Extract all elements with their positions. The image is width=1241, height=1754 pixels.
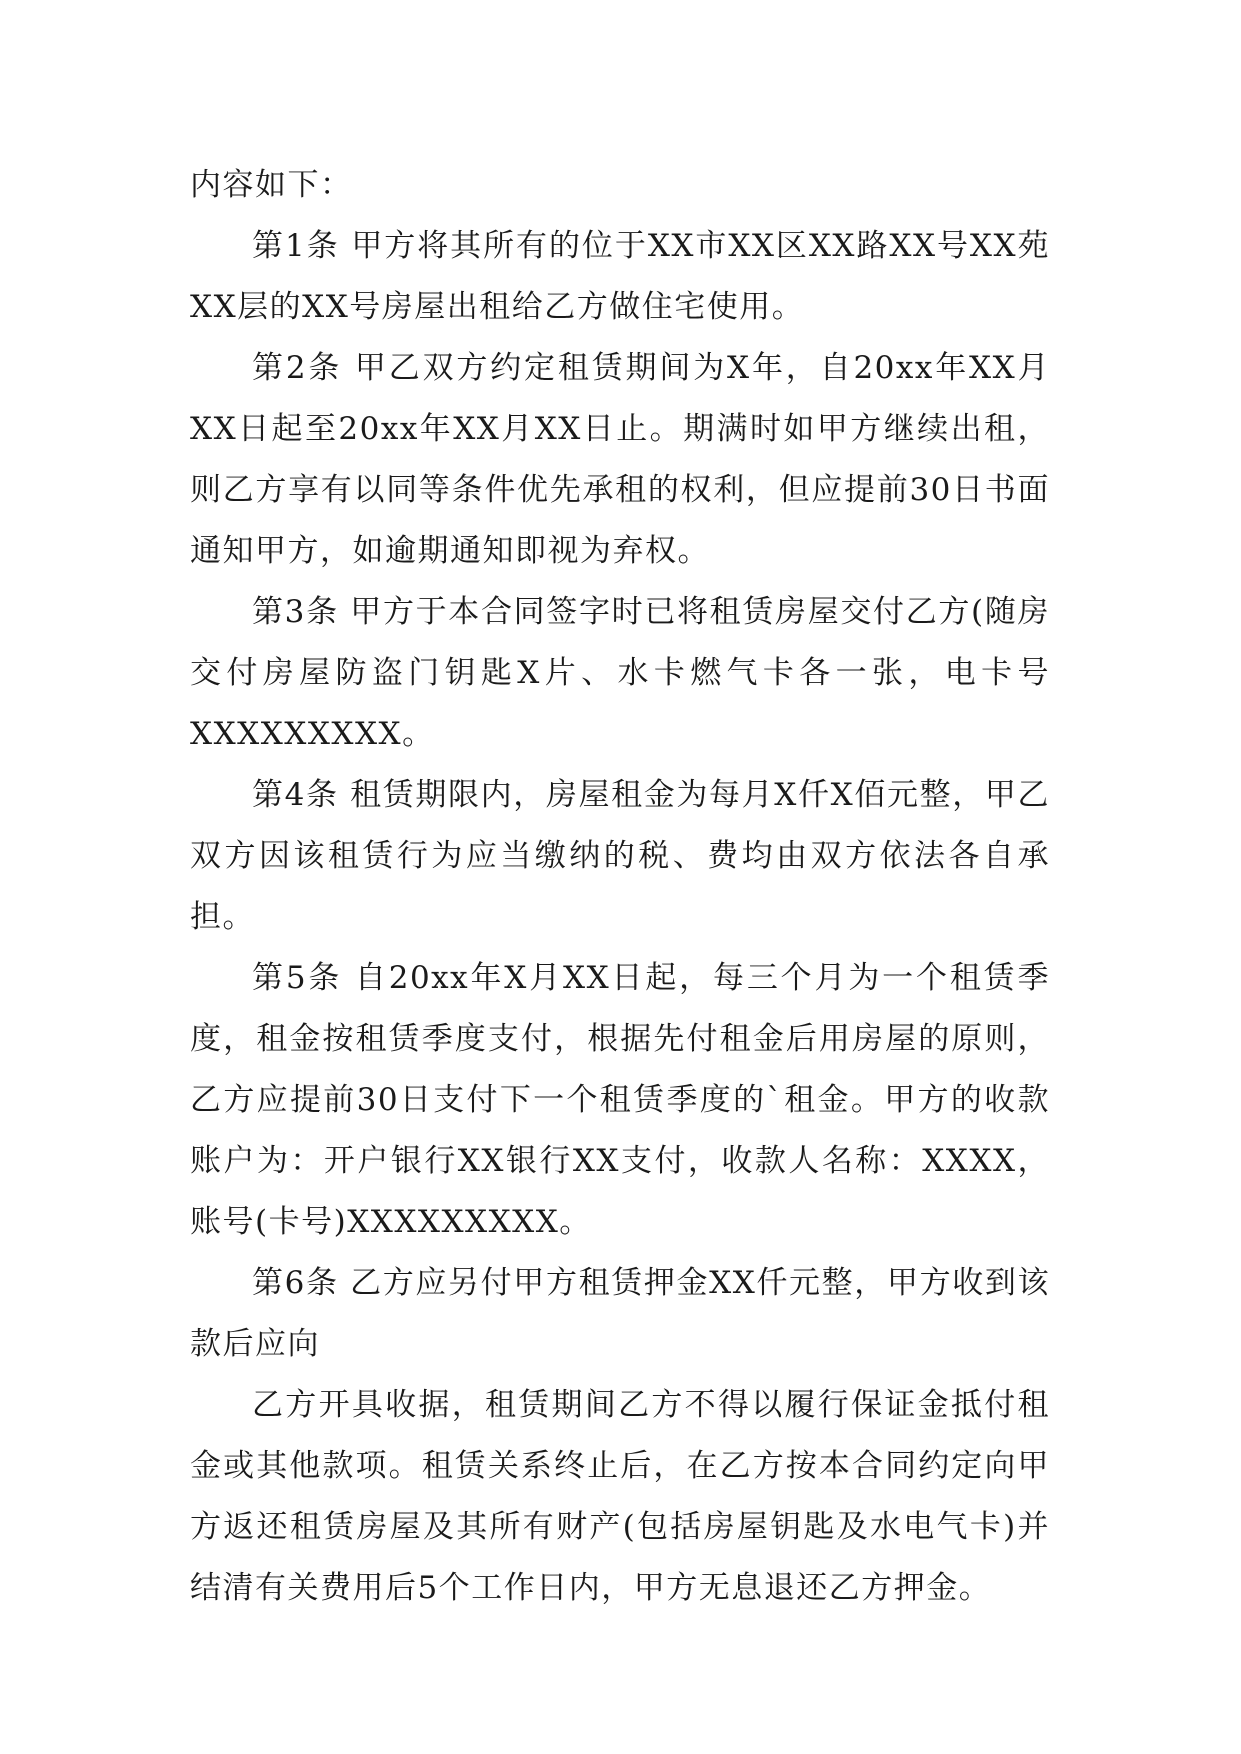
article-3-paragraph: 第3条 甲方于本合同签字时已将租赁房屋交付乙方(随房交付房屋防盗门钥匙X片、水卡燃气卡各一张，电卡号XXXXXXXXX。	[190, 594, 1050, 752]
article-5-paragraph: 第5条 自20xx年X月XX日起，每三个月为一个租赁季度，租金按租赁季度支付，根据先付租金后用房屋的原则，乙方应提前30日支付下一个租赁季度的`租金。甲方的收款账户为：开户银行XX银行XX支付，收款人名称：XXXX，账号(卡号)XXXXXXXXX。	[190, 960, 1050, 1240]
article-1-paragraph: 第1条 甲方将其所有的位于XX市XX区XX路XX号XX苑XX层的XX号房屋出租给乙方做住宅使用。	[190, 228, 1050, 325]
document-body	[190, 155, 1050, 1619]
article-6-paragraph: 第6条 乙方应另付甲方租赁押金XX仟元整，甲方收到该款后应向	[190, 1265, 1050, 1362]
intro-paragraph: 内容如下：	[190, 167, 353, 203]
article-6-continuation-paragraph: 乙方开具收据，租赁期间乙方不得以履行保证金抵付租金或其他款项。租赁关系终止后，在乙方按本合同约定向甲方返还租赁房屋及其所有财产(包括房屋钥匙及水电气卡)并结清有关费用后5个工作日内，甲方无息退还乙方押金。	[190, 1387, 1050, 1606]
article-2-paragraph: 第2条 甲乙双方约定租赁期间为X年，自20xx年XX月XX日起至20xx年XX月XX日止。期满时如甲方继续出租，则乙方享有以同等条件优先承租的权利，但应提前30日书面通知甲方，如逾期通知即视为弃权。	[190, 350, 1050, 569]
article-4-paragraph: 第4条 租赁期限内，房屋租金为每月X仟X佰元整，甲乙双方因该租赁行为应当缴纳的税、费均由双方依法各自承担。	[190, 777, 1050, 935]
